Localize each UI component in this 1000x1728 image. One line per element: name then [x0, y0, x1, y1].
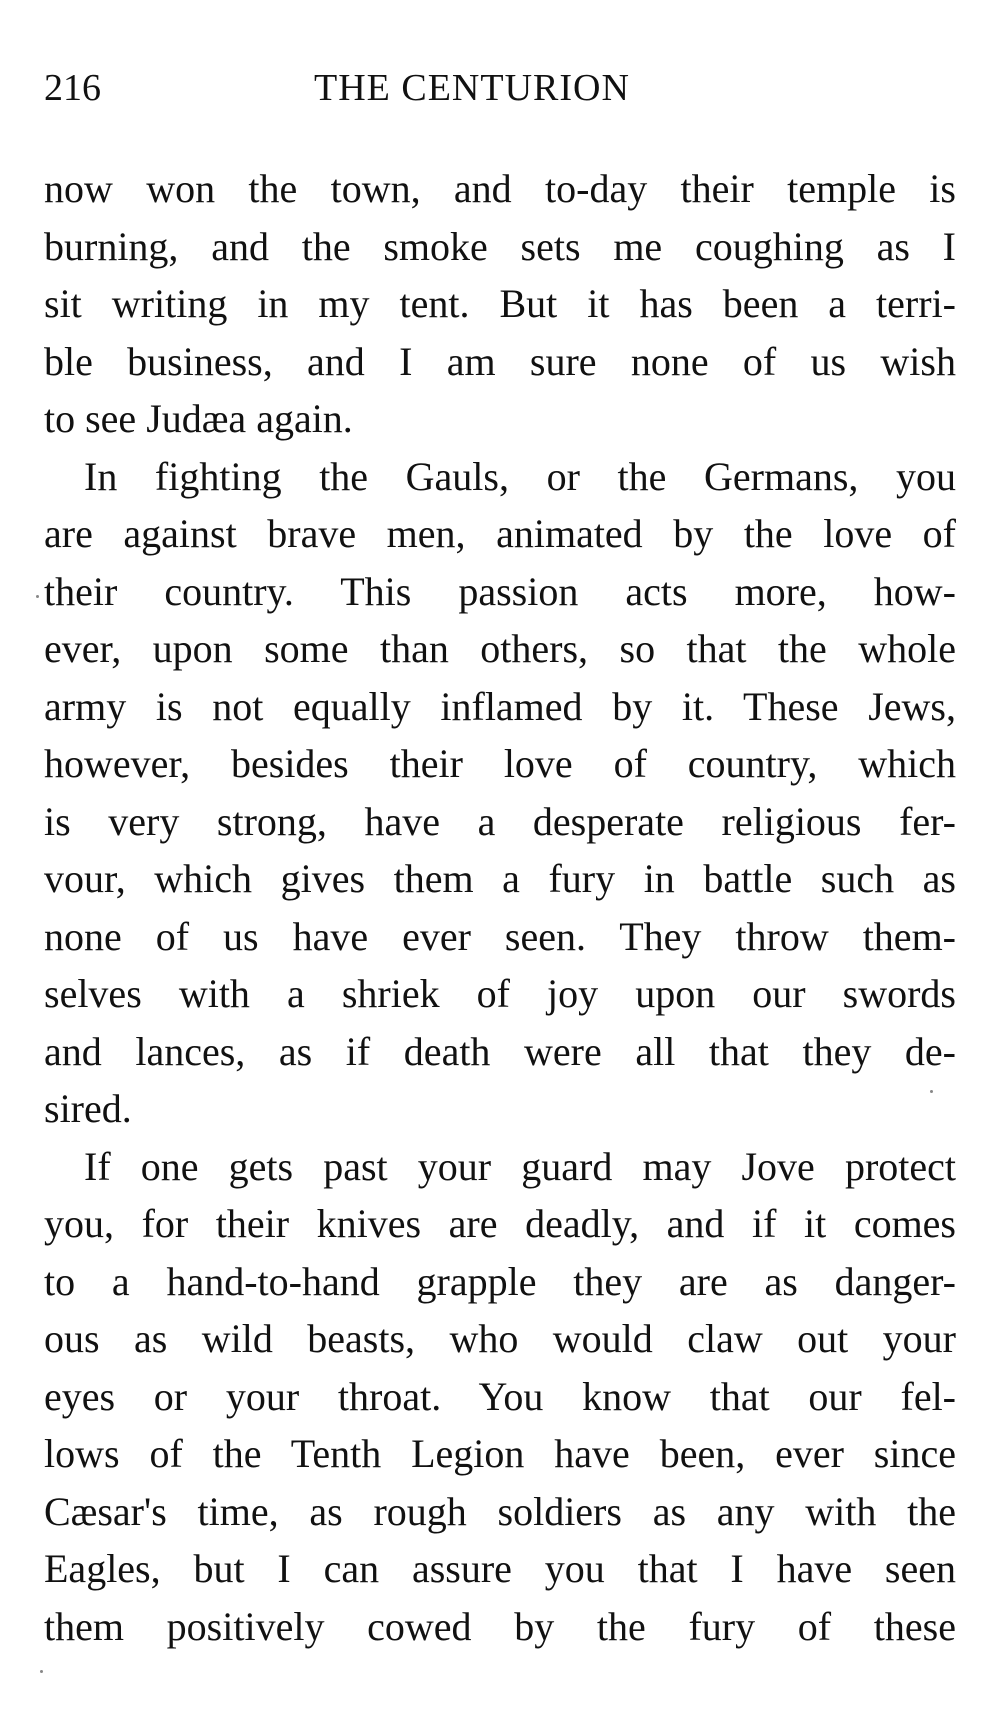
text-line: vour, which gives them a fury in battle such as: [44, 856, 956, 901]
scan-speck: [36, 595, 39, 598]
text-line: you, for their knives are deadly, and if it comes: [44, 1201, 956, 1246]
text-line: their country. This passion acts more, how-: [44, 568, 956, 614]
text-line: Eagles, but I can assure you that I have seen: [44, 1546, 956, 1591]
text-line: army is not equally inflamed by it. These Jews,: [44, 683, 956, 729]
text-line: to a hand-to-hand grapple they are as danger-: [44, 1258, 956, 1304]
text-line: to see Judæa again.: [44, 396, 353, 441]
text-line: them positively cowed by the fury of these: [44, 1603, 956, 1649]
text-line: selves with a shriek of joy upon our swords: [44, 971, 956, 1016]
book-title: THE CENTURION: [314, 67, 630, 109]
text-line: ble business, and I am sure none of us wish: [44, 338, 956, 384]
text-line: however, besides their love of country, which: [44, 741, 956, 786]
text-line: If one gets past your guard may Jove protect: [84, 1143, 956, 1189]
running-head: [44, 60, 956, 116]
page-number: 216: [44, 67, 101, 109]
scan-speck: [930, 1090, 933, 1093]
text-line: ever, upon some than others, so that the whole: [44, 626, 956, 671]
text-line: In fighting the Gauls, or the Germans, you: [84, 453, 956, 499]
text-line: burning, and the smoke sets me coughing as I: [44, 223, 956, 269]
text-line: Cæsar's time, as rough soldiers as any with the: [44, 1488, 956, 1534]
text-line: ous as wild beasts, who would claw out your: [44, 1316, 956, 1361]
scan-speck: [40, 1670, 43, 1673]
paragraph-3: [44, 1138, 956, 1656]
text-line: none of us have ever seen. They throw them-: [44, 913, 956, 959]
text-line: are against brave men, animated by the love of: [44, 511, 956, 556]
text-line: sit writing in my tent. But it has been a terri-: [44, 281, 956, 326]
paragraph-2: [44, 448, 956, 1138]
text-line: sired.: [44, 1086, 132, 1131]
body-text: [44, 160, 956, 1655]
text-line: and lances, as if death were all that they de-: [44, 1028, 956, 1074]
text-line: now won the town, and to-day their temple is: [44, 166, 956, 211]
paragraph-1: [44, 160, 956, 448]
text-line: lows of the Tenth Legion have been, ever since: [44, 1431, 956, 1476]
text-line: eyes or your throat. You know that our fel-: [44, 1373, 956, 1419]
text-line: is very strong, have a desperate religious fer-: [44, 798, 956, 844]
